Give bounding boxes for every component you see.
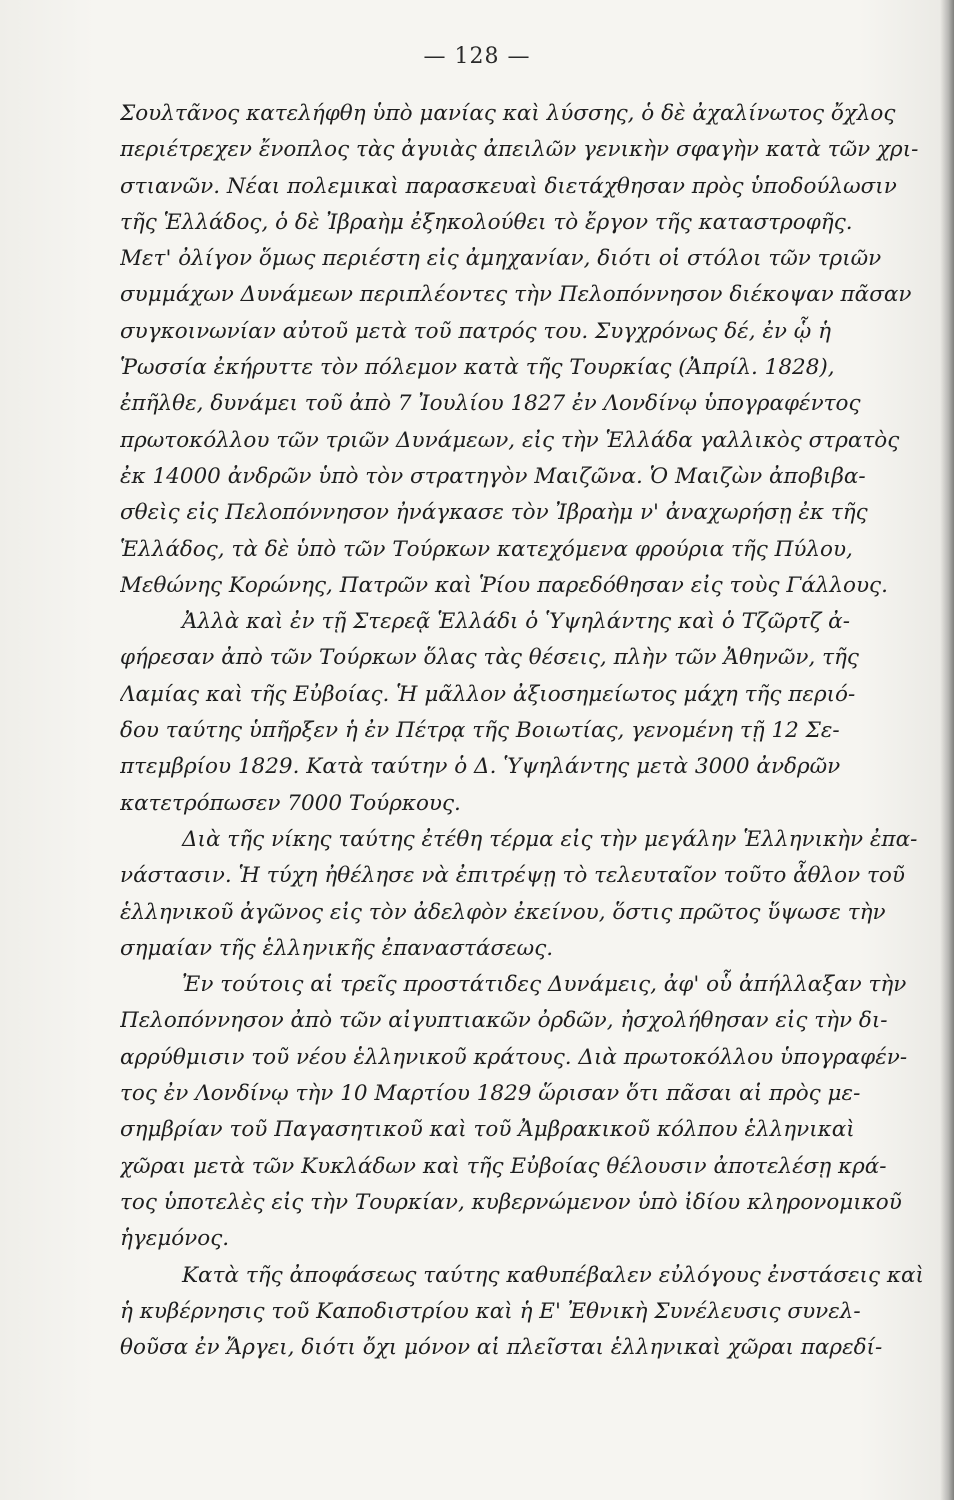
text-line: Κατὰ τῆς ἀποφάσεως ταύτης καθυπέβαλεν εὐλόγους ἐνστάσεις καὶ <box>182 1262 924 1288</box>
text-line: Σουλτᾶνος κατελήφθη ὑπὸ μανίας καὶ λύσσης, ὁ δὲ ἀχαλίνωτος ὄχλος <box>120 101 896 126</box>
text-line: Λαμίας καὶ τῆς Εὐβοίας. Ἡ μᾶλλον ἀξιοσημείωτος μάχη τῆς περιό- <box>120 681 856 707</box>
text-line: δου ταύτης ὑπῆρξεν ἡ ἐν Πέτρᾳ τῆς Βοιωτίας, γενομένη τῇ 12 Σε- <box>120 718 840 744</box>
text-line: Ἑλλάδος, τὰ δὲ ὑπὸ τῶν Τούρκων κατεχόμενα φρούρια τῆς Πύλου, <box>120 536 853 562</box>
text-line: ἡ κυβέρνησις τοῦ Καποδιστρίου καὶ ἡ Ε' Ἐθνικὴ Συνέλευσις συνελ- <box>120 1298 861 1324</box>
text-line: Πελοπόννησον ἀπὸ τῶν αἰγυπτιακῶν ὀρδῶν, ἠσχολήθησαν εἰς τὴν δι- <box>120 1008 888 1034</box>
text-line: Μεθώνης Κορώνης, Πατρῶν καὶ Ῥίου παρεδόθησαν εἰς τοὺς Γάλλους. <box>120 572 888 598</box>
text-line: συμμάχων Δυνάμεων περιπλέοντες τὴν Πελοπόννησον διέκοψαν πᾶσαν <box>120 282 912 308</box>
text-line: Διὰ τῆς νίκης ταύτης ἐτέθη τέρμα εἰς τὴν μεγάλην Ἑλληνικὴν ἐπα- <box>182 826 918 852</box>
body-text <box>120 96 938 1366</box>
page-edge-shadow <box>940 0 954 1500</box>
text-line: πρωτοκόλλου τῶν τριῶν Δυνάμεων, εἰς τὴν Ἑλλάδα γαλλικὸς στρατὸς <box>120 427 900 453</box>
text-line: Ἀλλὰ καὶ ἐν τῇ Στερεᾷ Ἑλλάδι ὁ Ὑψηλάντης καὶ ὁ Τζῶρτζ ἀ- <box>182 609 850 635</box>
text-line: ἐκ 14000 ἀνδρῶν ὑπὸ τὸν στρατηγὸν Μαιζῶνα. Ὁ Μαιζὼν ἀποβιβα- <box>120 463 866 489</box>
text-line: νάστασιν. Ἡ τύχη ἠθέλησε νὰ ἐπιτρέψῃ τὸ τελευταῖον τοῦτο ἆθλον τοῦ <box>120 863 905 889</box>
text-line: τος ἐν Λονδίνῳ τὴν 10 Μαρτίου 1829 ὥρισαν ὅτι πᾶσαι αἱ πρὸς με- <box>120 1081 861 1107</box>
text-line: Μετ' ὀλίγον ὅμως περιέστη εἰς ἀμηχανίαν, διότι οἱ στόλοι τῶν τριῶν <box>120 246 882 272</box>
text-line: Ῥωσσία ἐκήρυττε τὸν πόλεμον κατὰ τῆς Τουρκίας (Ἀπρίλ. 1828), <box>120 355 835 381</box>
text-line: θοῦσα ἐν Ἄργει, διότι ὄχι μόνον αἱ πλεῖσται ἑλληνικαὶ χῶραι παρεδί- <box>120 1335 883 1361</box>
text-line: αρρύθμισιν τοῦ νέου ἑλληνικοῦ κράτους. Διὰ πρωτοκόλλου ὑπογραφέν- <box>120 1044 908 1070</box>
text-line: ἑλληνικοῦ ἀγῶνος εἰς τὸν ἀδελφὸν ἐκείνου, ὅστις πρῶτος ὕψωσε τὴν <box>120 899 886 925</box>
text-line: ἐπῆλθε, δυνάμει τοῦ ἀπὸ 7 Ἰουλίου 1827 ἐν Λονδίνῳ ὑπογραφέντος <box>120 391 861 417</box>
text-line: στιανῶν. Νέαι πολεμικαὶ παρασκευαὶ διετάχθησαν πρὸς ὑποδούλωσιν <box>120 173 897 199</box>
text-line: ἡγεμόνος. <box>120 1226 230 1252</box>
text-line: φήρεσαν ἀπὸ τῶν Τούρκων ὅλας τὰς θέσεις, πλὴν τῶν Ἀθηνῶν, τῆς <box>120 645 859 671</box>
text-line: περιέτρεχεν ἔνοπλος τὰς ἀγυιὰς ἀπειλῶν γενικὴν σφαγὴν κατὰ τῶν χρι- <box>120 137 919 163</box>
text-line: πτεμβρίου 1829. Κατὰ ταύτην ὁ Δ. Ὑψηλάντης μετὰ 3000 ἀνδρῶν <box>120 754 841 780</box>
text-line: σημαίαν τῆς ἑλληνικῆς ἐπαναστάσεως. <box>120 935 554 961</box>
text-line: τῆς Ἑλλάδος, ὁ δὲ Ἰβραὴμ ἐξηκολούθει τὸ ἔργον τῆς καταστροφῆς. <box>120 209 853 235</box>
text-line: τος ὑποτελὲς εἰς τὴν Τουρκίαν, κυβερνώμενον ὑπὸ ἰδίου κληρονομικοῦ <box>120 1189 902 1215</box>
text-line: κατετρόπωσεν 7000 Τούρκους. <box>120 790 461 816</box>
text-line: συγκοινωνίαν αὐτοῦ μετὰ τοῦ πατρός του. Συγχρόνως δέ, ἐν ᾧ ἡ <box>120 318 832 344</box>
text-line: σθεὶς εἰς Πελοπόννησον ἠνάγκασε τὸν Ἰβραὴμ ν' ἀναχωρήσῃ ἐκ τῆς <box>120 500 868 526</box>
text-line: σημβρίαν τοῦ Παγασητικοῦ καὶ τοῦ Ἀμβρακικοῦ κόλπου ἑλληνικαὶ <box>120 1117 855 1143</box>
text-line: χῶραι μετὰ τῶν Κυκλάδων καὶ τῆς Εὐβοίας θέλουσιν ἀποτελέσῃ κρά- <box>120 1153 887 1179</box>
text-line: Ἐν τούτοις αἱ τρεῖς προστάτιδες Δυνάμεις, ἀφ' οὗ ἀπήλλαξαν τὴν <box>182 972 907 998</box>
page-number: — 128 — <box>423 44 531 69</box>
